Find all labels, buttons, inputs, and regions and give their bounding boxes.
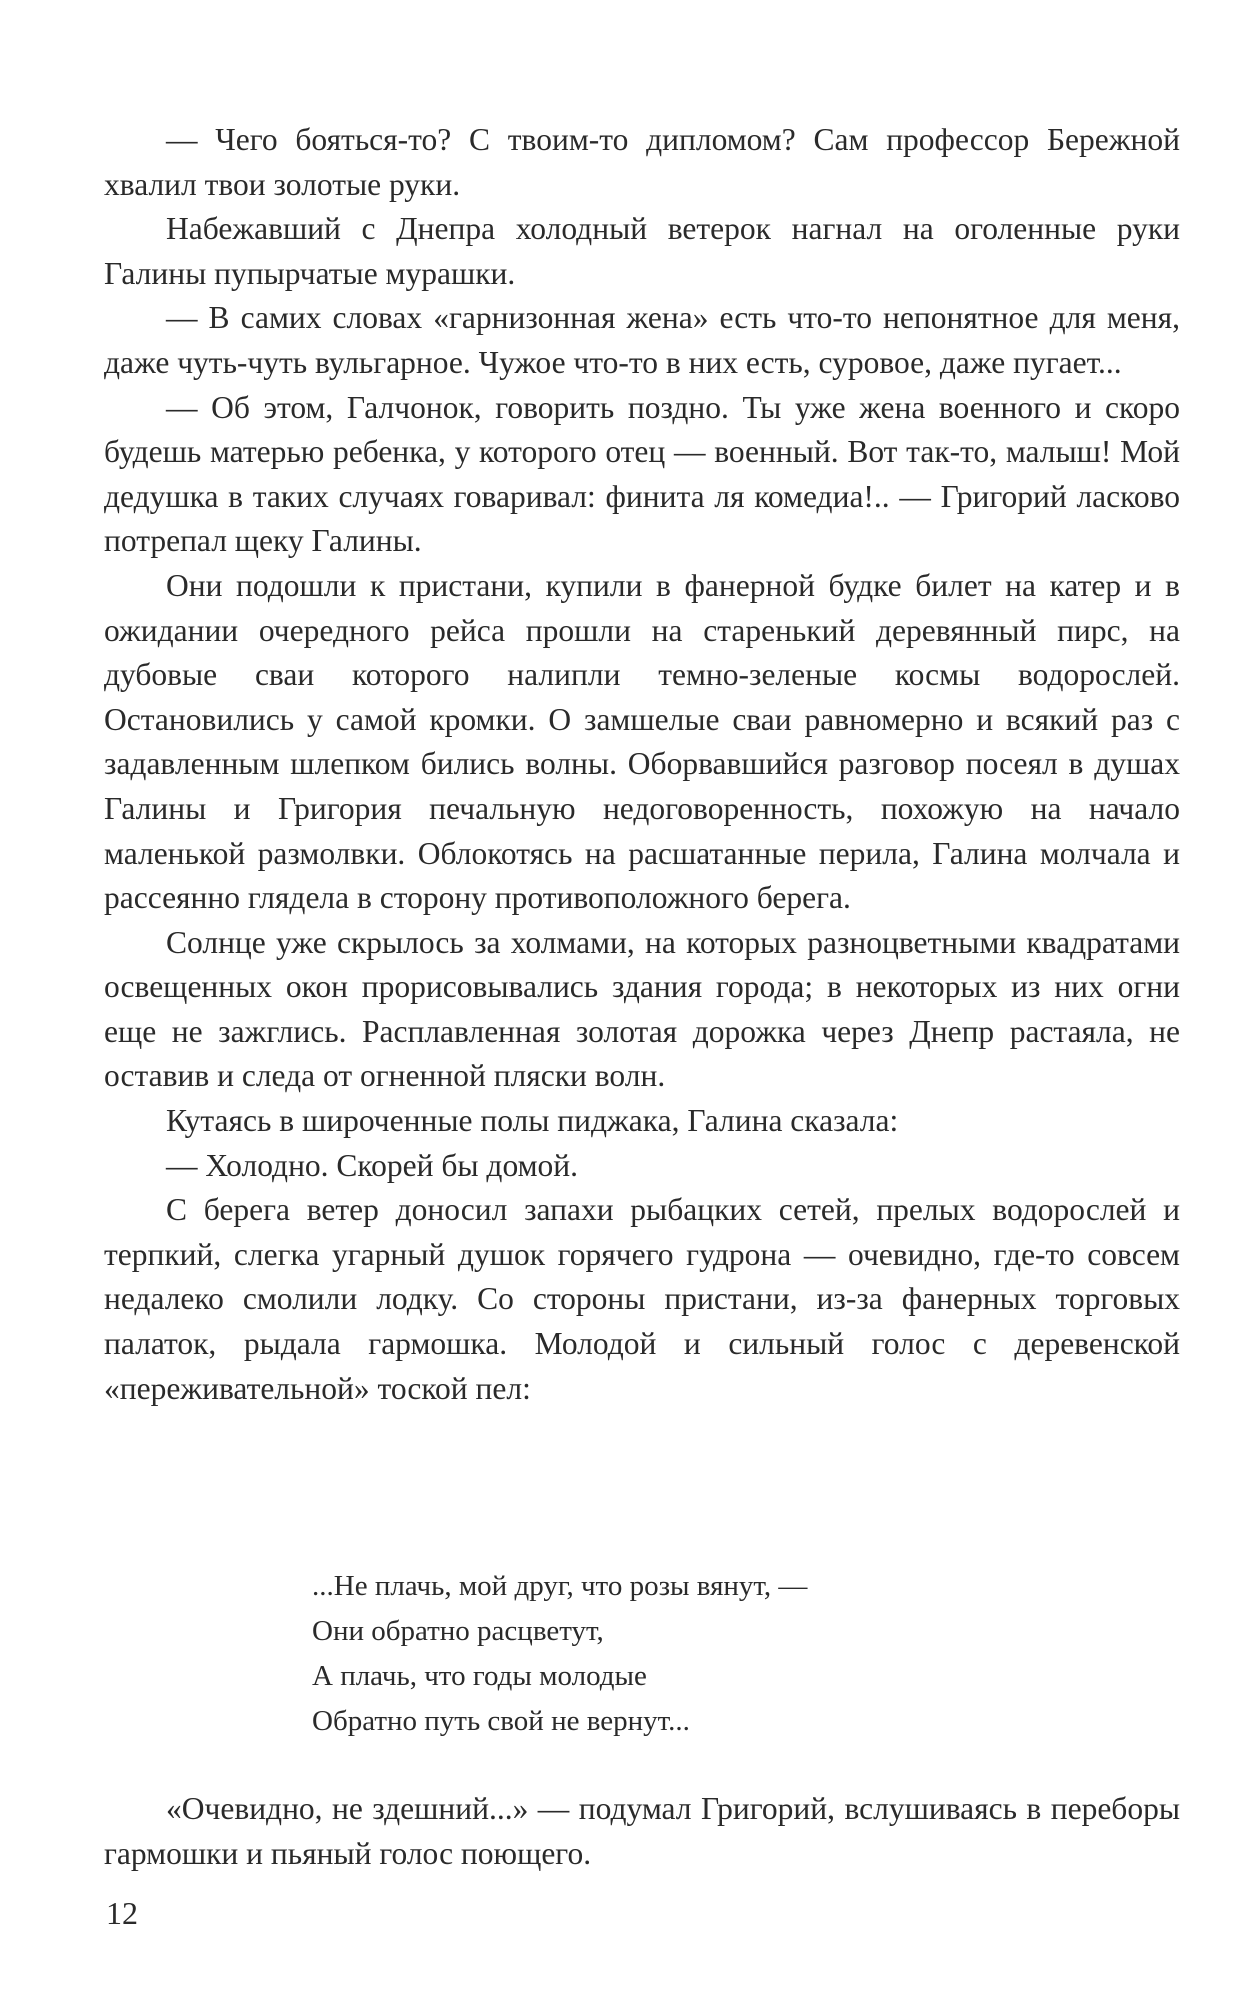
closing-text: [104, 1787, 1180, 1876]
main-text: [104, 118, 1180, 1411]
poem-line: ...Не плачь, мой друг, что розы вянут, —: [312, 1570, 808, 1602]
paragraph: — Холодно. Скорей бы домой.: [166, 1147, 579, 1183]
paragraph: — Об этом, Галчонок, говорить поздно. Ты уже жена военного и скоро будешь матерью ребенка, у которого отец — военный. Вот так-то, малыш! Мой дедушка в таких случаях говаривал: финита ля комедиа!.. — Григорий ласково потрепал щеку Галины.: [104, 389, 1180, 559]
poem-line: А плачь, что годы молодые: [312, 1660, 647, 1692]
paragraph: Набежавший с Днепра холодный ветерок нагнал на оголенные руки Галины пупырчатые мурашки.: [104, 211, 1180, 291]
poem-line: Обратно путь свой не вернут...: [312, 1705, 690, 1737]
paragraph: Кутаясь в широченные полы пиджака, Галина сказала:: [166, 1103, 899, 1139]
paragraph: — Чего бояться-то? С твоим-то дипломом? Сам профессор Бережной хвалил твои золотые руки.: [104, 122, 1180, 202]
poem-line: Они обратно расцветут,: [312, 1615, 604, 1647]
paragraph: Солнце уже скрылось за холмами, на которых разноцветными квадратами освещенных окон прорисовывались здания города; в некоторых из них огни еще не зажглись. Расплавленная золотая дорожка через Днепр растаяла, не оставив и следа от огненной пляски волн.: [104, 924, 1180, 1094]
page-number: 12: [106, 1895, 138, 1931]
poem-stanza: [312, 1564, 807, 1744]
paragraph: С берега ветер доносил запахи рыбацких сетей, прелых водорослей и терпкий, слегка угарный душок горячего гудрона — очевидно, где-то совсем недалеко смолили лодку. Со стороны пристани, из-за фанерных торговых палаток, рыдала гармошка. Молодой и сильный голос с деревенской «переживательной» тоской пел:: [104, 1192, 1180, 1406]
paragraph: «Очевидно, не здешний...» — подумал Григорий, вслушиваясь в переборы гармошки и пьяный голос поющего.: [104, 1791, 1180, 1871]
paragraph: — В самих словах «гарнизонная жена» есть что-то непонятное для меня, даже чуть-чуть вульгарное. Чужое что-то в них есть, суровое, даже пугает...: [104, 300, 1180, 380]
paragraph: Они подошли к пристани, купили в фанерной будке билет на катер и в ожидании очередного рейса прошли на старенький деревянный пирс, на дубовые сваи которого налипли темно-зеленые космы водорослей. Остановились у самой кромки. О замшелые сваи равномерно и всякий раз с задавленным шлепком бились волны. Оборвавшийся разговор посеял в душах Галины и Григория печальную недоговоренность, похожую на начало маленькой размолвки. Облокотясь на расшатанные перила, Галина молчала и рассеянно глядела в сторону противоположного берега.: [104, 567, 1180, 916]
